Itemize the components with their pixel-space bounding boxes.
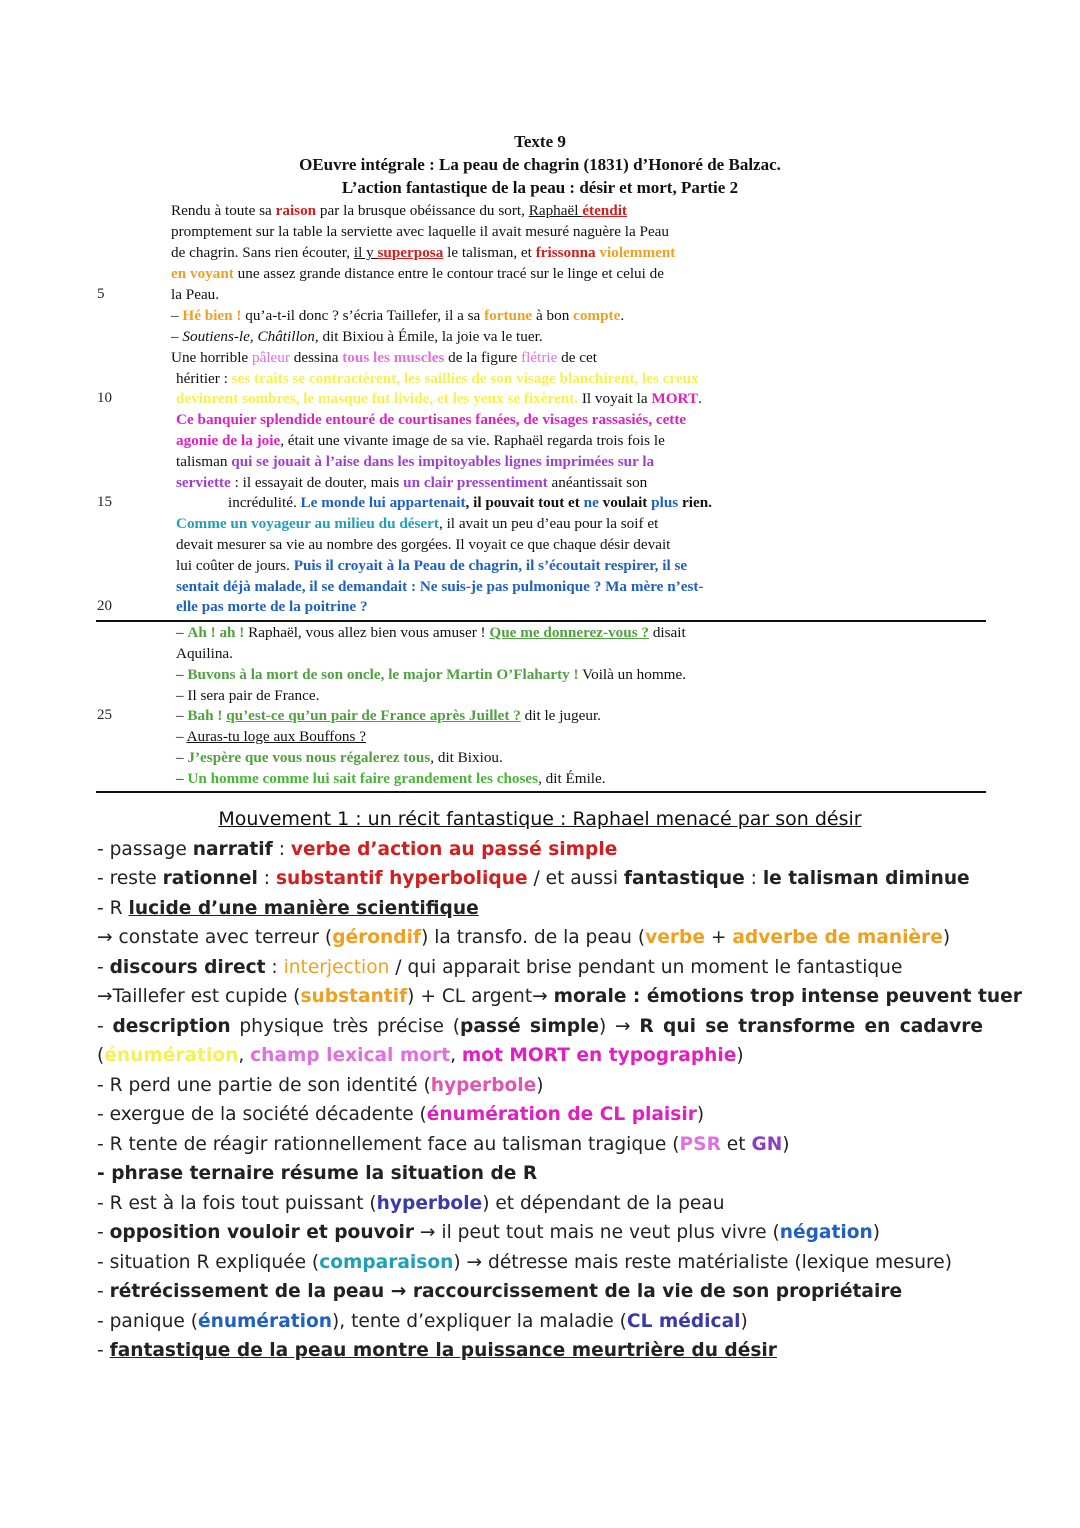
text-line-20: elle pas morte de la poitrine ? [176, 598, 368, 615]
note-item: - discours direct : interjection / qui apparait brise pendant un moment le fantastique [97, 957, 903, 978]
text-line-15: incrédulité. Le monde lui appartenait, il pouvait tout et ne voulait plus rien. [228, 494, 712, 511]
text-line-28: – Un homme comme lui sait faire grandement les choses, dit Émile. [176, 770, 606, 787]
text-line-1: Rendu à toute sa raison par la brusque obéissance du sort, Raphaël étendit [171, 202, 627, 219]
note-item: - fantastique de la peau montre la puissance meurtrière du désir [97, 1340, 777, 1361]
note-item: - R perd une partie de son identité (hyperbole) [97, 1075, 544, 1096]
text-line-13: talisman qui se jouait à l’aise dans les impitoyables lignes imprimées sur la [176, 453, 655, 470]
text-line-26: – Auras-tu loge aux Bouffons ? [176, 728, 366, 745]
note-item: - R est à la fois tout puissant (hyperbole) et dépendant de la peau [97, 1193, 725, 1214]
text-line-21: – Ah ! ah ! Raphaël, vous allez bien vous amuser ! Que me donnerez-vous ? disait [176, 624, 686, 641]
note-item: - description physique très précise (passé simple) → R qui se transforme en cadavre [97, 1016, 984, 1037]
text-line-25: – Bah ! qu’est-ce qu’un pair de France après Juillet ? dit le jugeur. [176, 707, 601, 724]
text-line-7: – Soutiens-le, Châtillon, dit Bixiou à Émile, la joie va le tuer. [171, 328, 543, 345]
text-line-3: de chagrin. Sans rien écouter, il y superposa le talisman, et frissonna violemment [171, 244, 676, 261]
text-line-16: Comme un voyageur au milieu du désert, il avait un peu d’eau pour la soif et [176, 515, 659, 532]
text-line-5: la Peau. [171, 286, 220, 303]
doc-heading-part: L’action fantastique de la peau : désir et mort, Partie 2 [341, 178, 739, 197]
text-line-17: devait mesurer sa vie au nombre des gorgées. Il voyait ce que chaque désir devait [176, 536, 671, 553]
doc-heading-work: OEuvre intégrale : La peau de chagrin (1831) d’Honoré de Balzac. [299, 155, 781, 174]
note-item: → constate avec terreur (gérondif) la transfo. de la peau (verbe + adverbe de manière) [97, 927, 951, 948]
section-divider [96, 620, 986, 622]
line-number: 10 [97, 390, 112, 406]
text-line-4: en voyant une assez grande distance entre le contour tracé sur le linge et celui de [171, 265, 664, 282]
line-number: 15 [97, 494, 112, 510]
text-line-12: agonie de la joie, était une vivante image de sa vie. Raphaël regarda trois fois le [176, 432, 665, 449]
text-line-9: héritier : ses traits se contractèrent, les saillies de son visage blanchirent, les creux [176, 370, 699, 387]
line-number: 25 [97, 707, 112, 723]
note-item: - panique (énumération), tente d’expliquer la maladie (CL médical) [97, 1311, 748, 1332]
text-line-10: devinrent sombres, le masque fut livide, et les yeux se fixèrent. Il voyait la MORT. [176, 390, 702, 407]
line-number: 20 [97, 598, 112, 614]
note-item: - passage narratif : verbe d’action au passé simple [97, 839, 618, 860]
text-line-23: – Buvons à la mort de son oncle, le major Martin O’Flaharty ! Voilà un homme. [176, 666, 687, 683]
note-item: - rétrécissement de la peau → raccourcissement de la vie de son propriétaire [97, 1281, 903, 1302]
text-line-24: – Il sera pair de France. [176, 687, 320, 704]
note-item: - opposition vouloir et pouvoir → il peut tout mais ne veut plus vivre (négation) [97, 1222, 880, 1243]
text-line-14: serviette : il essayait de douter, mais un clair pressentiment anéantissait son [176, 474, 648, 491]
text-line-6: – Hé bien ! qu’a-t-il donc ? s’écria Taillefer, il a sa fortune à bon compte. [171, 307, 625, 324]
line-number: 5 [97, 286, 105, 302]
section-divider [96, 791, 986, 793]
text-line-11: Ce banquier splendide entouré de courtisanes fanées, de visages rassasiés, cette [176, 411, 687, 428]
text-line-18: lui coûter de jours. Puis il croyait à la Peau de chagrin, il s’écoutait respirer, il se [176, 557, 688, 574]
text-line-2: promptement sur la table la serviette avec laquelle il avait mesuré naguère la Peau [171, 223, 670, 240]
text-line-8: Une horrible pâleur dessina tous les muscles de la figure flétrie de cet [171, 349, 597, 366]
note-item: - exergue de la société décadente (énumération de CL plaisir) [97, 1104, 705, 1125]
text-line-19: sentait déjà malade, il se demandait : Ne suis-je pas pulmonique ? Ma mère n’est- [176, 578, 704, 595]
note-item: - R tente de réagir rationnellement face au talisman tragique (PSR et GN) [97, 1134, 790, 1155]
text-line-22: Aquilina. [176, 645, 233, 662]
text-line-27: – J’espère que vous nous régalerez tous, dit Bixiou. [176, 749, 503, 766]
note-item: - phrase ternaire résume la situation de R [97, 1163, 538, 1184]
note-item: (énumération, champ lexical mort, mot MORT en typographie) [97, 1045, 744, 1066]
note-item: →Taillefer est cupide (substantif) + CL argent→ morale : émotions trop intense peuvent tuer [97, 986, 1022, 1007]
doc-heading-number: Texte 9 [514, 132, 566, 151]
note-item: - situation R expliquée (comparaison) → détresse mais reste matérialiste (lexique mesure) [97, 1252, 952, 1273]
note-item: - reste rationnel : substantif hyperbolique / et aussi fantastique : le talisman diminue [97, 868, 970, 889]
notes-title: Mouvement 1 : un récit fantastique : Raphael menacé par son désir [218, 808, 862, 830]
note-item: - R lucide d’une manière scientifique [97, 898, 479, 919]
